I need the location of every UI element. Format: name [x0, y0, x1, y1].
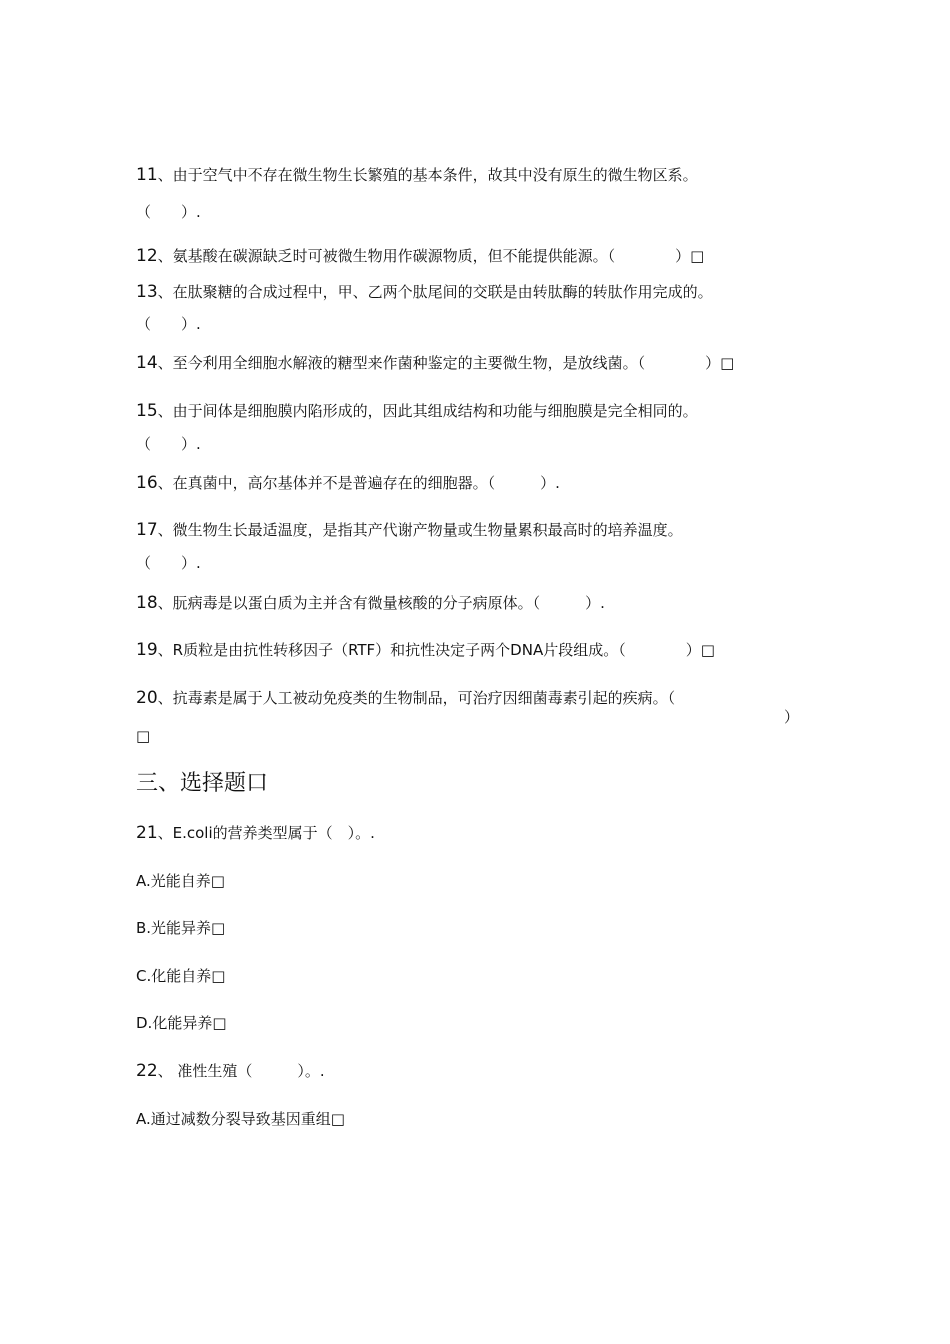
option-b[interactable]: B.光能异养□: [136, 919, 226, 937]
question-number: 22: [136, 1061, 158, 1081]
question-22: [136, 1061, 325, 1081]
question-21: [136, 823, 375, 843]
question-13: [136, 282, 713, 302]
question-text: 、微生物生长最适温度，是指其产代谢产物量或生物量累积最高时的培养温度。: [157, 521, 683, 539]
option-d[interactable]: D.化能异养□: [136, 1014, 227, 1032]
question-number: 12: [136, 246, 158, 266]
question-text: 、由于空气中不存在微生物生长繁殖的基本条件，故其中没有原生的微生物区系。: [157, 166, 698, 184]
answer-blank-11[interactable]: （ ）.: [136, 203, 201, 221]
question-15: [136, 401, 698, 421]
question-number: 13: [136, 282, 158, 302]
question-text: 、至今利用全细胞水解液的糖型来作菌种鉴定的主要微生物，是放线菌。（ ）□: [157, 354, 735, 372]
question-number: 16: [136, 473, 158, 493]
closing-paren-20: ）: [784, 708, 800, 726]
answer-blank-17[interactable]: （ ）.: [136, 554, 201, 572]
answer-blank-13[interactable]: （ ）.: [136, 315, 201, 333]
question-20: [136, 688, 675, 708]
question-text: 、在真菌中，高尔基体并不是普遍存在的细胞器。（ ）.: [157, 474, 560, 492]
question-number: 11: [136, 165, 158, 185]
question-number: 18: [136, 593, 158, 613]
question-text: 、氨基酸在碳源缺乏时可被微生物用作碳源物质，但不能提供能源。（ ）□: [157, 247, 705, 265]
question-18: [136, 593, 605, 613]
question-text: 、 准性生殖（ ）。.: [157, 1062, 325, 1080]
option-a[interactable]: A.光能自养□: [136, 872, 225, 890]
question-text: 、抗毒素是属于人工被动免疫类的生物制品，可治疗因细菌毒素引起的疾病。（: [157, 689, 676, 707]
option-a[interactable]: A.通过减数分裂导致基因重组□: [136, 1110, 345, 1128]
question-text: 、由于间体是细胞膜内陷形成的，因此其组成结构和功能与细胞膜是完全相同的。: [157, 402, 698, 420]
question-number: 14: [136, 353, 158, 373]
question-14: [136, 353, 734, 373]
question-text: 、R质粒是由抗性转移因子（RTF）和抗性决定子两个DNA片段组成。（ ）□: [157, 641, 715, 659]
question-text: 、朊病毒是以蛋白质为主并含有微量核酸的分子病原体。（ ）.: [157, 594, 605, 612]
question-number: 19: [136, 640, 158, 660]
question-16: [136, 473, 560, 493]
answer-blank-20[interactable]: □: [136, 727, 151, 745]
answer-blank-15[interactable]: （ ）.: [136, 435, 201, 453]
question-text: 、在肽聚糖的合成过程中，甲、乙两个肽尾间的交联是由转肽酶的转肽作用完成的。: [157, 283, 713, 301]
question-17: [136, 520, 683, 540]
question-19: [136, 640, 715, 660]
section-heading: 三、选择题口: [136, 771, 269, 796]
question-number: 20: [136, 688, 158, 708]
question-text: 、E.coli的营养类型属于（ ）。.: [157, 824, 375, 842]
option-c[interactable]: C.化能自养□: [136, 967, 226, 985]
question-11: [136, 165, 698, 185]
question-number: 17: [136, 520, 158, 540]
question-12: [136, 246, 704, 266]
question-number: 15: [136, 401, 158, 421]
question-number: 21: [136, 823, 158, 843]
